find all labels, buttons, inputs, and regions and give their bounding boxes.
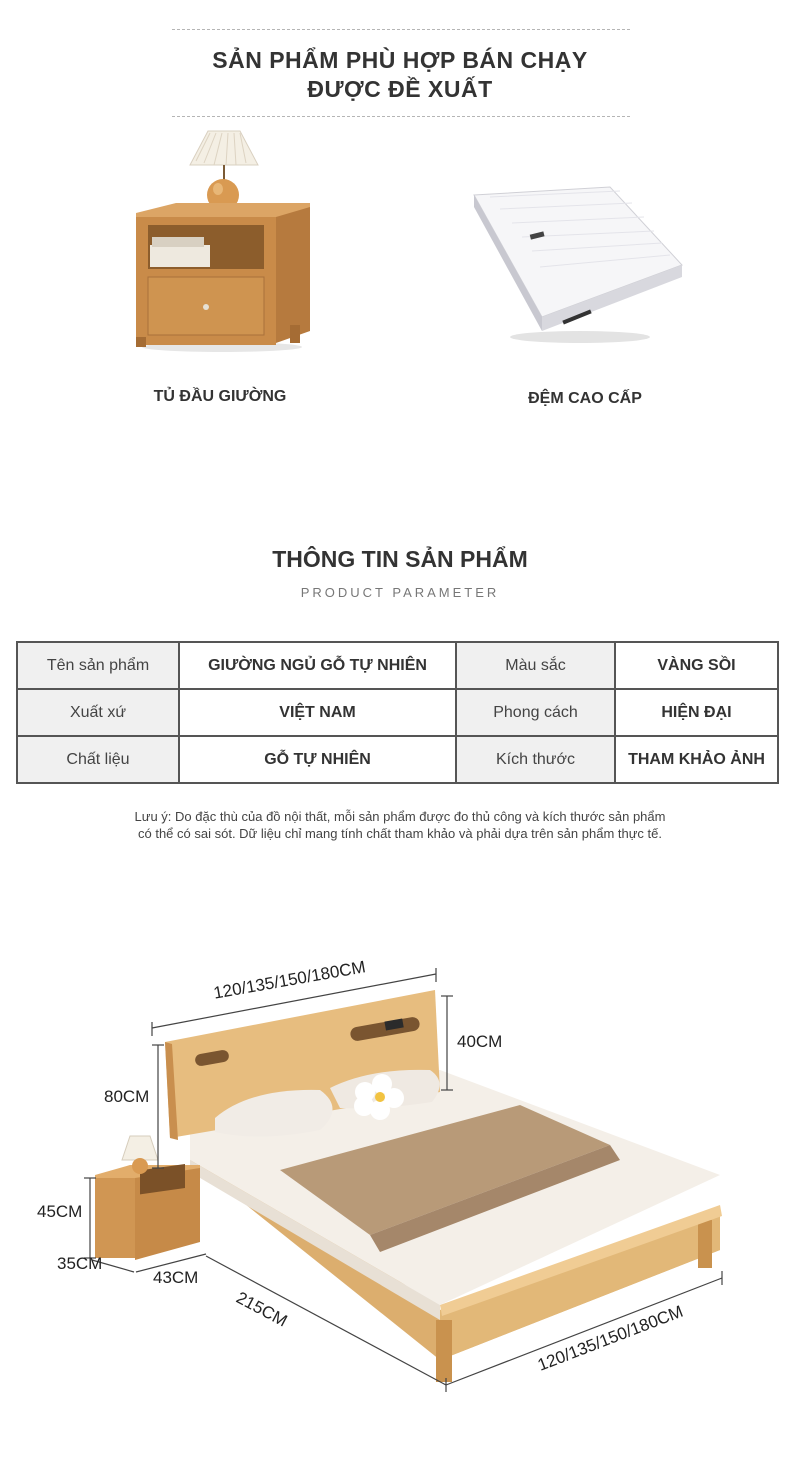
dim-nightstand-depth: 35CM	[57, 1254, 103, 1273]
info-subtitle: PRODUCT PARAMETER	[300, 585, 500, 600]
param-value: GỖ TỰ NHIÊN	[179, 736, 456, 783]
note-line1: Lưu ý: Do đặc thù của đồ nội thất, mỗi sản phẩm được đo thủ công và kích thước sản phẩm	[134, 809, 666, 824]
bottom-divider	[172, 116, 630, 117]
table-row	[17, 642, 778, 689]
product-label-mattress[interactable]: ĐỆM CAO CẤP	[528, 390, 642, 407]
dim-bed-height: 80CM	[104, 1087, 150, 1106]
table-row	[17, 736, 778, 783]
param-value: VIỆT NAM	[179, 689, 456, 736]
note-line2: có thể có sai sót. Dữ liệu chỉ mang tính chất tham khảo và phải dựa trên sản phẩm thực tế.	[138, 826, 662, 841]
recommend-title-line1: SẢN PHẨM PHÙ HỢP BÁN CHẠY	[212, 47, 588, 73]
info-title: THÔNG TIN SẢN PHẨM	[272, 546, 528, 572]
param-value: HIỆN ĐẠI	[615, 689, 778, 736]
recommend-title-line2: ĐƯỢC ĐỀ XUẤT	[307, 76, 493, 102]
product-label-nightstand[interactable]: TỦ ĐẦU GIƯỜNG	[153, 388, 287, 405]
param-key: Kích thước	[456, 736, 615, 783]
disclaimer-note	[0, 808, 800, 842]
dim-bed-length: 215CM	[233, 1288, 291, 1331]
param-key: Chất liệu	[17, 736, 179, 783]
dim-headboard-height: 40CM	[457, 1032, 503, 1051]
top-divider	[172, 29, 630, 30]
recommend-title	[0, 46, 800, 104]
param-value: GIƯỜNG NGỦ GỖ TỰ NHIÊN	[179, 642, 456, 689]
bed-dimension-illustration	[0, 960, 800, 1460]
table-row	[17, 689, 778, 736]
parameter-table	[16, 641, 779, 784]
param-key: Tên sản phẩm	[17, 642, 179, 689]
param-key: Xuất xứ	[17, 689, 179, 736]
dim-nightstand-height: 45CM	[37, 1202, 83, 1221]
mattress-image[interactable]	[460, 185, 690, 350]
param-value: VÀNG SỒI	[615, 642, 778, 689]
param-key: Phong cách	[456, 689, 615, 736]
param-key: Màu sắc	[456, 642, 615, 689]
dim-bed-width: 120/135/150/180CM	[535, 1301, 686, 1375]
param-value: THAM KHẢO ẢNH	[615, 736, 778, 783]
nightstand-image[interactable]	[130, 125, 320, 355]
dim-nightstand-width: 43CM	[153, 1268, 199, 1287]
dim-headboard-width: 120/135/150/180CM	[212, 957, 368, 1003]
